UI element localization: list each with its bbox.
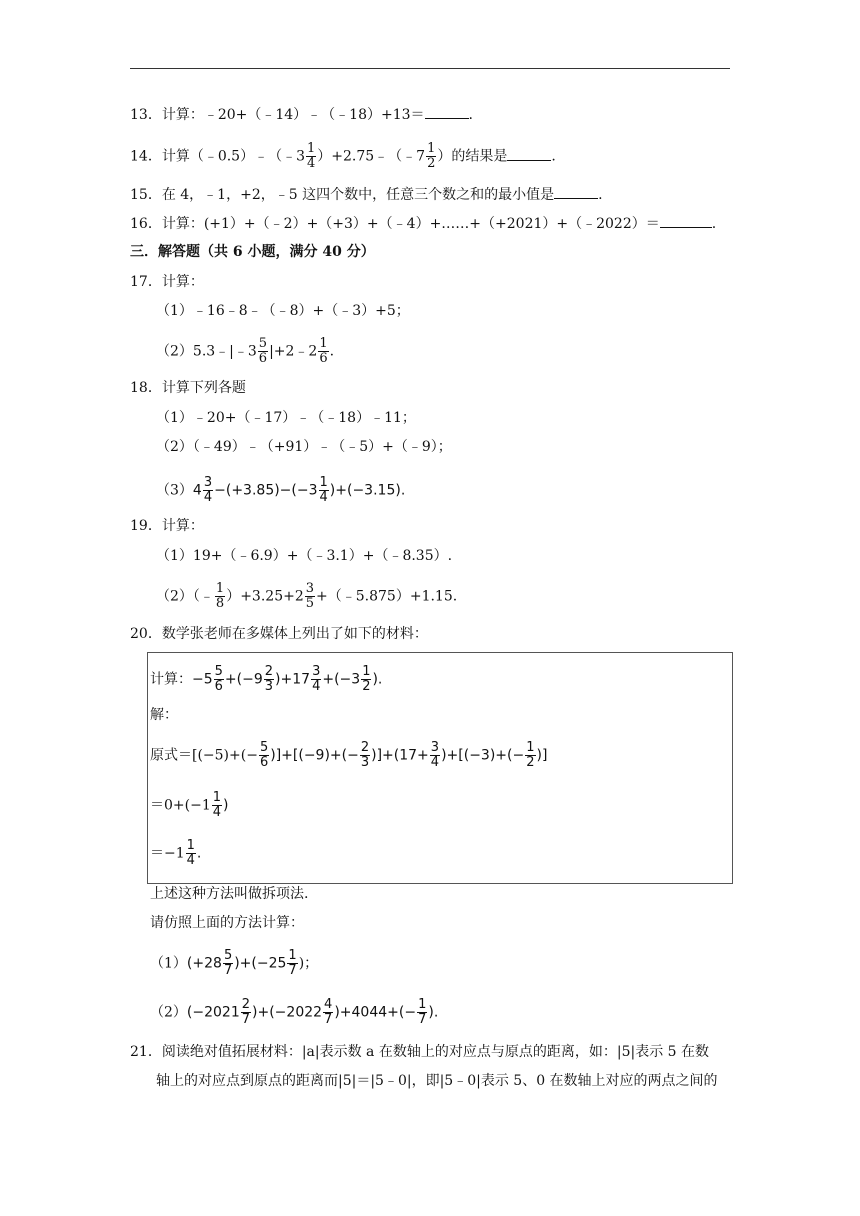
question-text: 在 4，﹣1，+2，﹣5 这四个数中，任意三个数之和的最小值是 (161, 187, 555, 203)
fraction: $\frac{1}{4}$ (186, 838, 195, 868)
question-number: 18． (130, 380, 162, 396)
question-17-part-2: （2）5.3﹣|﹣3 $\frac{5}{6}$ |+2﹣2 $\frac{1}{6}$ . (156, 336, 335, 366)
fraction: $\frac{1}{4}$ (307, 141, 316, 171)
question-number: 14． (130, 148, 162, 165)
fraction: $\frac{5}{6}$ (214, 664, 223, 694)
material-line-3: 原式＝[(−5)+(− $\frac{5}{6}$ )]+[(−9)+(− $\frac{2}{3}$ )]+(17+ $\frac{3}{4}$ )+[(−3)+(− $\frac{1}{2}$ )] (150, 740, 548, 770)
question-20-note: 上述这种方法叫做拆项法. (150, 886, 309, 902)
answer-blank[interactable] (425, 104, 469, 119)
fraction: $\frac{3}{5}$ (305, 581, 315, 611)
question-number: 21． (130, 1044, 162, 1060)
material-line-2: 解： (150, 707, 178, 723)
fraction: $\frac{5}{6}$ (258, 336, 268, 366)
fraction: $\frac{1}{7}$ (418, 997, 427, 1027)
question-text: 计算：﹣20+（﹣14）﹣（﹣18）+13＝ (161, 107, 425, 123)
fraction: $\frac{5}{6}$ (259, 740, 269, 770)
question-16: 16．计算：(+1）+（﹣2）+（+3）+（﹣4）+……+（+2021）+（﹣2022）＝ . (130, 213, 716, 234)
fraction: $\frac{3}{4}$ (430, 740, 440, 770)
fraction: $\frac{3}{4}$ (203, 475, 213, 505)
answer-blank[interactable] (554, 184, 598, 199)
question-21: 21．阅读绝对值拓展材料：|a|表示数 a 在数轴上的对应点与原点的距离，如：|5|表示 5 在数 (130, 1044, 710, 1060)
fraction: $\frac{1}{2}$ (526, 740, 535, 770)
question-19-part-1: （1）19+（﹣6.9）+（﹣3.1）+（﹣8.35）. (156, 548, 453, 564)
question-number: 19． (130, 518, 162, 534)
fraction: $\frac{5}{7}$ (223, 948, 233, 978)
question-text: 计算：(+1）+（﹣2）+（+3）+（﹣4）+……+（+2021）+（﹣2022）＝ (161, 216, 660, 232)
fraction: $\frac{1}{4}$ (212, 790, 222, 820)
fraction: $\frac{2}{3}$ (264, 664, 274, 694)
fraction: $\frac{1}{7}$ (288, 948, 297, 978)
fraction: $\frac{2}{3}$ (360, 740, 370, 770)
question-14: 14．计算（﹣0.5）﹣（﹣3 $\frac{1}{4}$ ）+2.75﹣（﹣7 $\frac{1}{2}$ ）的结果是 . (130, 141, 556, 171)
question-20-part-2: （2）(−2021 $\frac{2}{7}$ )+(−2022 $\frac{4}{7}$ )+4044+(− $\frac{1}{7}$ ). (150, 997, 439, 1027)
question-21-line-2: 轴上的对应点到原点的距离而|5|＝|5﹣0|，即|5﹣0|表示 5、0 在数轴上对应的两点之间的 (156, 1073, 718, 1089)
fraction: $\frac{1}{2}$ (362, 664, 371, 694)
question-number: 13． (130, 107, 162, 123)
material-line-1: 计算：−5 $\frac{5}{6}$ +(−9 $\frac{2}{3}$ )+17 $\frac{3}{4}$ +(−3 $\frac{1}{2}$ ). (150, 664, 383, 694)
question-number: 16． (130, 216, 162, 232)
question-18-part-1: （1）﹣20+（﹣17）﹣（﹣18）﹣11； (156, 410, 416, 426)
question-19: 19．计算： (130, 518, 204, 534)
question-20-instruction: 请仿照上面的方法计算： (150, 915, 304, 931)
question-number: 20． (130, 626, 162, 642)
fraction: $\frac{1}{8}$ (215, 581, 225, 611)
section-title: 三．解答题（共 6 小题，满分 40 分） (130, 244, 375, 260)
answer-blank[interactable] (660, 213, 712, 228)
question-19-part-2: （2）（﹣ $\frac{1}{8}$ ）+3.25+2 $\frac{3}{5}$ +（﹣5.875）+1.15. (156, 581, 458, 611)
fraction: $\frac{1}{4}$ (319, 475, 328, 505)
material-line-5: ＝−1 $\frac{1}{4}$ . (150, 838, 202, 868)
header-rule (130, 68, 730, 69)
question-18-part-2: （2）（﹣49）﹣（+91）﹣（﹣5）+（﹣9）； (156, 439, 452, 455)
question-number: 15． (130, 187, 162, 203)
question-18: 18．计算下列各题 (130, 380, 246, 396)
fraction: $\frac{3}{4}$ (312, 664, 321, 694)
fraction: $\frac{1}{2}$ (427, 141, 436, 171)
material-line-4: ＝0+(−1 $\frac{1}{4}$ ) (150, 790, 229, 820)
question-17-part-1: （1）﹣16﹣8﹣（﹣8）+（﹣3）+5； (156, 303, 410, 319)
question-18-part-3: （3）4 $\frac{3}{4}$ −(+3.85)−(−3 $\frac{1}{4}$ )+(−3.15). (156, 475, 406, 505)
question-13: 13．计算：﹣20+（﹣14）﹣（﹣18）+13＝ . (130, 104, 473, 125)
question-20: 20．数学张老师在多媒体上列出了如下的材料： (130, 626, 428, 642)
material-box (147, 652, 733, 884)
fraction: $\frac{2}{7}$ (241, 997, 251, 1027)
answer-blank[interactable] (507, 146, 551, 161)
question-number: 17． (130, 274, 162, 290)
question-20-part-1: （1）(+28 $\frac{5}{7}$ )+(−25 $\frac{1}{7}$ )； (150, 948, 319, 978)
fraction: $\frac{1}{6}$ (319, 336, 328, 366)
question-17: 17．计算： (130, 274, 204, 290)
question-15: 15．在 4，﹣1，+2，﹣5 这四个数中，任意三个数之和的最小值是 . (130, 184, 603, 205)
fraction: $\frac{4}{7}$ (324, 997, 333, 1027)
